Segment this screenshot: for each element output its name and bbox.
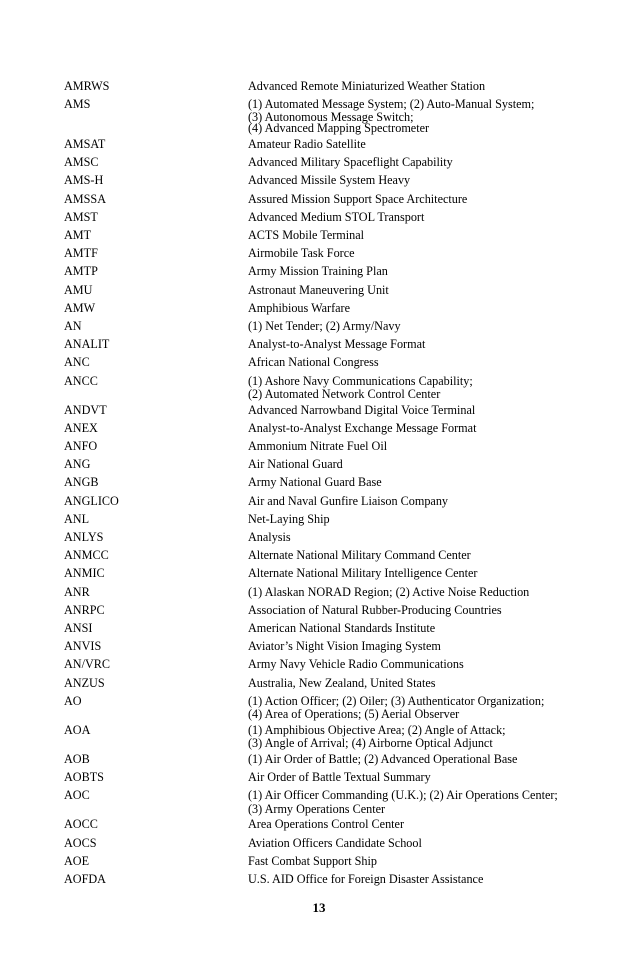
definition-line: Army Navy Vehicle Radio Communications bbox=[248, 657, 464, 672]
entry-definition bbox=[248, 621, 604, 636]
definition-line: Amphibious Warfare bbox=[248, 300, 351, 315]
glossary-entry bbox=[64, 319, 604, 334]
glossary-entry bbox=[64, 639, 604, 654]
definition-line: Advanced Medium STOL Transport bbox=[248, 209, 425, 224]
entry-definition bbox=[248, 566, 604, 581]
glossary-entry bbox=[64, 788, 604, 814]
entry-definition bbox=[248, 603, 604, 618]
definition-line: Astronaut Maneuvering Unit bbox=[248, 282, 389, 297]
entry-abbreviation: ANVIS bbox=[64, 639, 102, 654]
entry-abbreviation: AMW bbox=[64, 300, 96, 315]
entry-abbreviation: ANGLICO bbox=[64, 493, 119, 508]
definition-line: Advanced Missile System Heavy bbox=[248, 173, 411, 188]
glossary-entry bbox=[64, 228, 604, 243]
definition-line: Analyst-to-Analyst Exchange Message Format bbox=[248, 420, 477, 435]
entry-definition bbox=[248, 475, 604, 490]
entry-abbreviation: AOFDA bbox=[64, 871, 106, 886]
entry-definition bbox=[248, 283, 604, 298]
definition-line: American National Standards Institute bbox=[248, 621, 436, 636]
definition-line: Australia, New Zealand, United States bbox=[248, 675, 436, 690]
entry-abbreviation: AO bbox=[64, 693, 82, 708]
entry-definition bbox=[248, 676, 604, 691]
entry-abbreviation: AMS bbox=[64, 97, 91, 112]
glossary-entry bbox=[64, 246, 604, 261]
glossary-entry bbox=[64, 79, 604, 94]
entry-abbreviation: AMSAT bbox=[64, 137, 106, 151]
glossary-entry bbox=[64, 530, 604, 545]
entry-abbreviation: AOCS bbox=[64, 835, 97, 850]
entry-definition bbox=[248, 155, 604, 170]
entry-abbreviation: ANC bbox=[64, 355, 90, 370]
entry-abbreviation: AMTF bbox=[64, 246, 98, 261]
definition-line: (1) Amphibious Objective Area; (2) Angle of Attack; bbox=[248, 722, 506, 737]
definition-line: (1) Action Officer; (2) Oiler; (3) Authenticator Organization; bbox=[248, 693, 545, 708]
definition-line: Analyst-to-Analyst Message Format bbox=[248, 337, 426, 352]
definition-line: Advanced Narrowband Digital Voice Terminal bbox=[248, 402, 476, 417]
entry-abbreviation: ANRPC bbox=[64, 602, 105, 617]
definition-line: (1) Ashore Navy Communications Capability; bbox=[248, 373, 473, 388]
entry-definition bbox=[248, 854, 604, 869]
definition-line: Area Operations Control Center bbox=[248, 817, 405, 832]
definition-line: (3) Autonomous Message Switch; bbox=[248, 110, 414, 125]
glossary-entry bbox=[64, 97, 604, 134]
entry-abbreviation: AMT bbox=[64, 228, 92, 243]
entry-abbreviation: ANMCC bbox=[64, 548, 109, 563]
entry-abbreviation: AMU bbox=[64, 282, 93, 297]
glossary-entry bbox=[64, 676, 604, 691]
glossary-entry bbox=[64, 264, 604, 279]
entry-definition bbox=[248, 137, 604, 152]
entry-definition bbox=[248, 657, 604, 672]
glossary-entry bbox=[64, 872, 604, 887]
definition-line: Advanced Military Spaceflight Capability bbox=[248, 155, 453, 170]
glossary-entry bbox=[64, 421, 604, 436]
definition-line: Analysis bbox=[248, 530, 291, 545]
definition-line: U.S. AID Office for Foreign Disaster Assistance bbox=[248, 871, 484, 886]
entry-abbreviation: ANGB bbox=[64, 475, 99, 490]
glossary-entry bbox=[64, 512, 604, 527]
glossary-entry bbox=[64, 621, 604, 636]
entry-definition bbox=[248, 264, 604, 279]
glossary-entry bbox=[64, 283, 604, 298]
entry-abbreviation: ANMIC bbox=[64, 566, 105, 581]
entry-abbreviation: ANZUS bbox=[64, 675, 105, 690]
entry-definition bbox=[248, 192, 604, 207]
definition-line: (4) Area of Operations; (5) Aerial Observer bbox=[248, 707, 460, 722]
entry-abbreviation: AN/VRC bbox=[64, 657, 111, 672]
entry-abbreviation: ANSI bbox=[64, 621, 93, 636]
glossary-entry bbox=[64, 770, 604, 785]
entry-definition bbox=[248, 173, 604, 188]
glossary-entry bbox=[64, 155, 604, 170]
entry-abbreviation: ANL bbox=[64, 511, 90, 526]
definition-line: Association of Natural Rubber-Producing Countries bbox=[248, 602, 502, 617]
definition-line: Air and Naval Gunfire Liaison Company bbox=[248, 493, 449, 508]
entry-definition bbox=[248, 228, 604, 243]
definition-line: Advanced Remote Miniaturized Weather Station bbox=[248, 79, 486, 93]
glossary-entry bbox=[64, 475, 604, 490]
definition-line: Amateur Radio Satellite bbox=[248, 137, 366, 151]
entry-abbreviation: ANR bbox=[64, 584, 90, 599]
page-number: 13 bbox=[312, 900, 326, 915]
definition-line: Alternate National Military Intelligence Center bbox=[248, 566, 478, 581]
entry-definition bbox=[248, 836, 604, 851]
glossary-entry bbox=[64, 192, 604, 207]
glossary-entry bbox=[64, 137, 604, 152]
definition-line: Army National Guard Base bbox=[248, 475, 382, 490]
entry-definition bbox=[248, 494, 604, 509]
entry-definition bbox=[248, 210, 604, 225]
entry-abbreviation: AOA bbox=[64, 722, 91, 737]
entry-abbreviation: AOC bbox=[64, 788, 90, 803]
definition-line: (4) Advanced Mapping Spectrometer bbox=[248, 121, 430, 136]
definition-line: Air National Guard bbox=[248, 457, 343, 472]
entry-abbreviation: AOCC bbox=[64, 817, 98, 832]
entry-abbreviation: AMTP bbox=[64, 264, 98, 279]
glossary-list bbox=[64, 79, 604, 890]
entry-definition bbox=[248, 585, 604, 600]
entry-definition bbox=[248, 374, 604, 400]
entry-abbreviation: AOB bbox=[64, 751, 90, 766]
entry-definition bbox=[248, 770, 604, 785]
entry-definition bbox=[248, 421, 604, 436]
glossary-entry bbox=[64, 355, 604, 370]
entry-abbreviation: AMST bbox=[64, 209, 98, 224]
definition-line: (1) Automated Message System; (2) Auto-Manual System; bbox=[248, 97, 535, 112]
entry-abbreviation: AOBTS bbox=[64, 770, 104, 785]
glossary-entry bbox=[64, 374, 604, 400]
definition-line: Aviation Officers Candidate School bbox=[248, 835, 422, 850]
definition-line: Alternate National Military Command Center bbox=[248, 548, 471, 563]
entry-definition bbox=[248, 788, 604, 814]
entry-abbreviation: ANEX bbox=[64, 420, 98, 435]
glossary-entry bbox=[64, 301, 604, 316]
entry-abbreviation: ANCC bbox=[64, 373, 98, 388]
entry-definition bbox=[248, 246, 604, 261]
glossary-entry bbox=[64, 210, 604, 225]
entry-abbreviation: ANFO bbox=[64, 439, 98, 454]
glossary-entry bbox=[64, 173, 604, 188]
glossary-entry bbox=[64, 752, 604, 767]
entry-definition bbox=[248, 817, 604, 832]
definition-line: Net-Laying Ship bbox=[248, 511, 330, 526]
entry-abbreviation: ANALIT bbox=[64, 337, 110, 352]
glossary-entry bbox=[64, 723, 604, 749]
definition-line: Aviator’s Night Vision Imaging System bbox=[248, 639, 441, 654]
entry-definition bbox=[248, 723, 604, 749]
entry-abbreviation: ANG bbox=[64, 457, 91, 472]
entry-definition bbox=[248, 548, 604, 563]
glossary-entry bbox=[64, 457, 604, 472]
definition-line: ACTS Mobile Terminal bbox=[248, 228, 365, 243]
entry-abbreviation: AMSSA bbox=[64, 191, 106, 206]
definition-line: Air Order of Battle Textual Summary bbox=[248, 770, 431, 785]
entry-definition bbox=[248, 639, 604, 654]
entry-definition bbox=[248, 457, 604, 472]
entry-definition bbox=[248, 79, 604, 94]
entry-abbreviation: AMRWS bbox=[64, 79, 110, 93]
definition-line: African National Congress bbox=[248, 355, 379, 370]
glossary-entry bbox=[64, 337, 604, 352]
definition-line: Ammonium Nitrate Fuel Oil bbox=[248, 439, 388, 454]
entry-abbreviation: AMSC bbox=[64, 155, 99, 170]
glossary-entry bbox=[64, 603, 604, 618]
glossary-entry bbox=[64, 566, 604, 581]
definition-line: Airmobile Task Force bbox=[248, 246, 355, 261]
definition-line: Assured Mission Support Space Architecture bbox=[248, 191, 468, 206]
glossary-entry bbox=[64, 439, 604, 454]
glossary-entry bbox=[64, 403, 604, 418]
entry-definition bbox=[248, 752, 604, 767]
glossary-entry bbox=[64, 694, 604, 720]
entry-definition bbox=[248, 872, 604, 887]
entry-abbreviation: AOE bbox=[64, 853, 90, 868]
definition-line: (1) Alaskan NORAD Region; (2) Active Noise Reduction bbox=[248, 584, 530, 599]
glossary-entry bbox=[64, 548, 604, 563]
entry-abbreviation: AMS-H bbox=[64, 173, 104, 188]
entry-definition bbox=[248, 355, 604, 370]
definition-line: (1) Air Officer Commanding (U.K.); (2) Air Operations Center; bbox=[248, 788, 558, 803]
glossary-entry bbox=[64, 817, 604, 832]
entry-abbreviation: AN bbox=[64, 319, 82, 334]
entry-definition bbox=[248, 530, 604, 545]
definition-line: (1) Net Tender; (2) Army/Navy bbox=[248, 319, 401, 334]
entry-definition bbox=[248, 694, 604, 720]
entry-definition bbox=[248, 337, 604, 352]
definition-line: Army Mission Training Plan bbox=[248, 264, 388, 279]
definition-line: (1) Air Order of Battle; (2) Advanced Operational Base bbox=[248, 751, 518, 766]
glossary-entry bbox=[64, 494, 604, 509]
definition-line: (3) Angle of Arrival; (4) Airborne Optical Adjunct bbox=[248, 736, 493, 751]
entry-definition bbox=[248, 97, 604, 134]
entry-abbreviation: ANLYS bbox=[64, 530, 104, 545]
glossary-entry bbox=[64, 657, 604, 672]
glossary-entry bbox=[64, 854, 604, 869]
definition-line: (2) Automated Network Control Center bbox=[248, 386, 441, 401]
entry-definition bbox=[248, 512, 604, 527]
entry-definition bbox=[248, 319, 604, 334]
entry-definition bbox=[248, 403, 604, 418]
entry-definition bbox=[248, 439, 604, 454]
glossary-entry bbox=[64, 585, 604, 600]
definition-line: (3) Army Operations Center bbox=[248, 801, 386, 816]
entry-definition bbox=[248, 301, 604, 316]
definition-line: Fast Combat Support Ship bbox=[248, 853, 377, 868]
glossary-entry bbox=[64, 836, 604, 851]
entry-abbreviation: ANDVT bbox=[64, 402, 107, 417]
